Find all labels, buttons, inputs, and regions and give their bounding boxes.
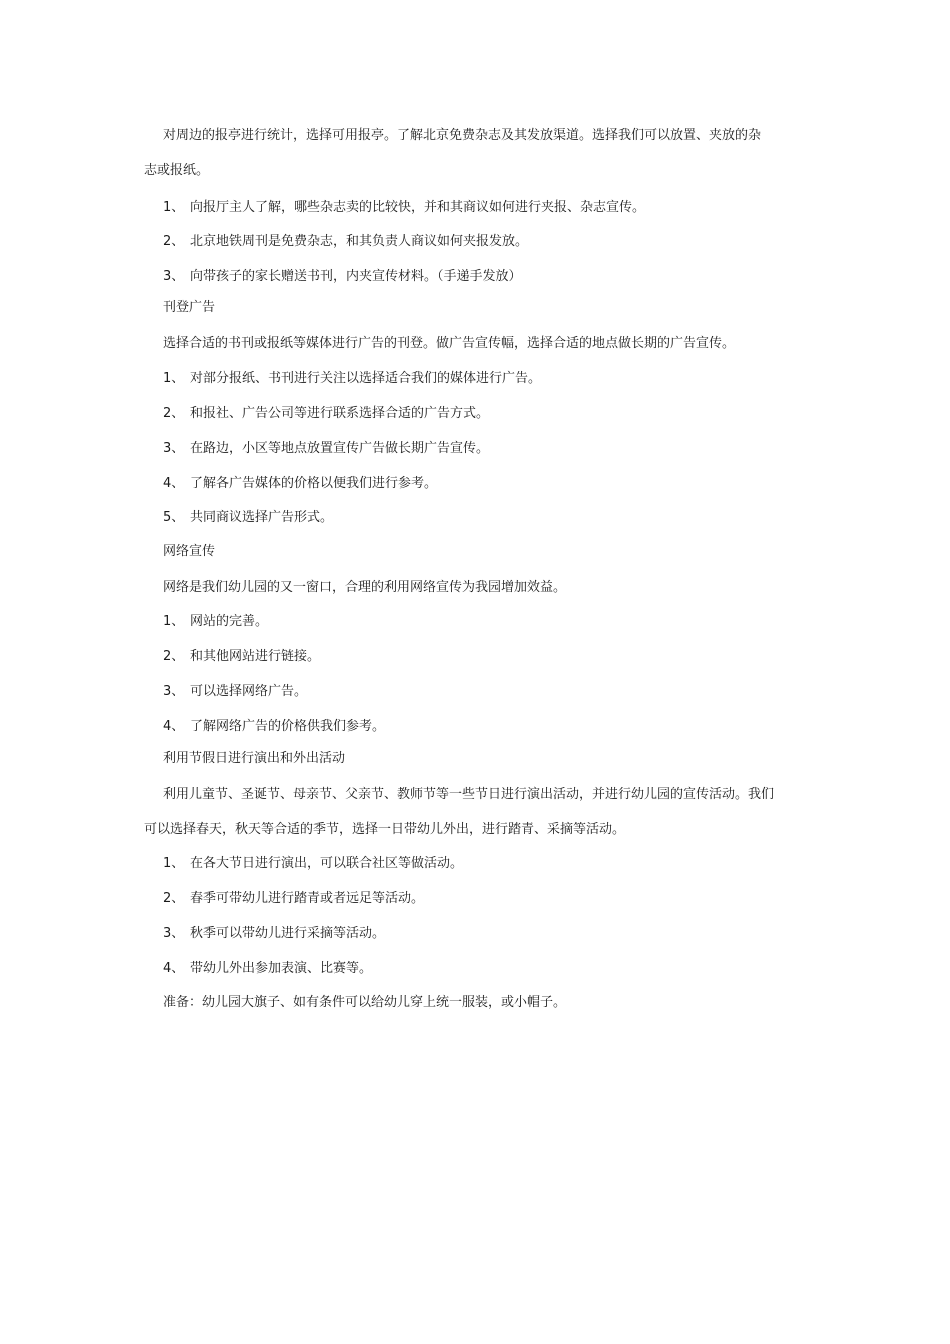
paragraph-intro-4: 利用儿童节、圣诞节、母亲节、父亲节、教师节等一些节日进行演出活动，并进行幼儿园的宣传活动。我们 bbox=[163, 787, 775, 802]
section-heading: 利用节假日进行演出和外出活动 bbox=[163, 751, 346, 766]
list-item-number: 5、 bbox=[163, 510, 185, 525]
list-item bbox=[0, 682, 950, 702]
list-item-number: 1、 bbox=[163, 614, 185, 629]
list-item bbox=[0, 612, 950, 632]
list-item-number: 4、 bbox=[163, 476, 185, 491]
list-item-text: 可以选择网络广告。 bbox=[190, 684, 308, 699]
list-item-number: 4、 bbox=[163, 961, 185, 976]
list-item-number: 1、 bbox=[163, 856, 185, 871]
paragraph-intro-1: 对周边的报亭进行统计，选择可用报亭。了解北京免费杂志及其发放渠道。选择我们可以放置、夹放的杂 bbox=[163, 128, 762, 143]
list-item-text: 在各大节日进行演出，可以联合社区等做活动。 bbox=[190, 856, 464, 871]
list-item-number: 2、 bbox=[163, 649, 185, 664]
list-item-text: 共同商议选择广告形式。 bbox=[190, 510, 334, 525]
list-item bbox=[0, 439, 950, 459]
list-item bbox=[0, 474, 950, 494]
list-item bbox=[0, 959, 950, 979]
list-item-text: 秋季可以带幼儿进行采摘等活动。 bbox=[190, 926, 386, 941]
list-item-number: 3、 bbox=[163, 926, 185, 941]
section-heading: 网络宣传 bbox=[163, 544, 216, 559]
list-item bbox=[0, 404, 950, 424]
list-item-text: 在路边，小区等地点放置宣传广告做长期广告宣传。 bbox=[190, 441, 490, 456]
list-item-text: 春季可带幼儿进行踏青或者远足等活动。 bbox=[190, 891, 425, 906]
list-item bbox=[0, 854, 950, 874]
list-item-text: 和报社、广告公司等进行联系选择合适的广告方式。 bbox=[190, 406, 490, 421]
list-item-number: 2、 bbox=[163, 406, 185, 421]
preparation-note: 准备：幼儿园大旗子、如有条件可以给幼儿穿上统一服装，或小帽子。 bbox=[163, 995, 567, 1010]
list-item-number: 2、 bbox=[163, 891, 185, 906]
list-item-number: 3、 bbox=[163, 684, 185, 699]
list-item bbox=[0, 889, 950, 909]
list-item bbox=[0, 717, 950, 737]
list-item-number: 1、 bbox=[163, 371, 185, 386]
list-item bbox=[0, 232, 950, 252]
list-item-text: 网站的完善。 bbox=[190, 614, 269, 629]
list-item-text: 北京地铁周刊是免费杂志，和其负责人商议如何夹报发放。 bbox=[190, 234, 529, 249]
list-item bbox=[0, 198, 950, 218]
list-item bbox=[0, 508, 950, 528]
list-item-number: 3、 bbox=[163, 441, 185, 456]
list-item bbox=[0, 267, 950, 287]
list-item bbox=[0, 647, 950, 667]
list-item bbox=[0, 924, 950, 944]
paragraph-intro-3: 网络是我们幼儿园的又一窗口，合理的利用网络宣传为我园增加效益。 bbox=[163, 580, 567, 595]
list-item-text: 向报厅主人了解，哪些杂志卖的比较快，并和其商议如何进行夹报、杂志宣传。 bbox=[190, 200, 646, 215]
list-item-text: 对部分报纸、书刊进行关注以选择适合我们的媒体进行广告。 bbox=[190, 371, 542, 386]
list-item-number: 2、 bbox=[163, 234, 185, 249]
list-item-text: 了解网络广告的价格供我们参考。 bbox=[190, 719, 386, 734]
list-item-number: 1、 bbox=[163, 200, 185, 215]
paragraph-intro-1-continued: 志或报纸。 bbox=[144, 163, 210, 178]
list-item-number: 3、 bbox=[163, 269, 185, 284]
list-item bbox=[0, 369, 950, 389]
list-item-number: 4、 bbox=[163, 719, 185, 734]
list-item-text: 带幼儿外出参加表演、比赛等。 bbox=[190, 961, 373, 976]
section-heading: 刊登广告 bbox=[163, 300, 216, 315]
paragraph-intro-4-continued: 可以选择春天，秋天等合适的季节，选择一日带幼儿外出，进行踏青、采摘等活动。 bbox=[144, 822, 626, 837]
list-item-text: 和其他网站进行链接。 bbox=[190, 649, 321, 664]
list-item-text: 向带孩子的家长赠送书刊，内夹宣传材料。（手递手发放） bbox=[190, 269, 522, 284]
list-item-text: 了解各广告媒体的价格以便我们进行参考。 bbox=[190, 476, 438, 491]
paragraph-intro-2: 选择合适的书刊或报纸等媒体进行广告的刊登。做广告宣传幅，选择合适的地点做长期的广告宣传。 bbox=[163, 336, 736, 351]
